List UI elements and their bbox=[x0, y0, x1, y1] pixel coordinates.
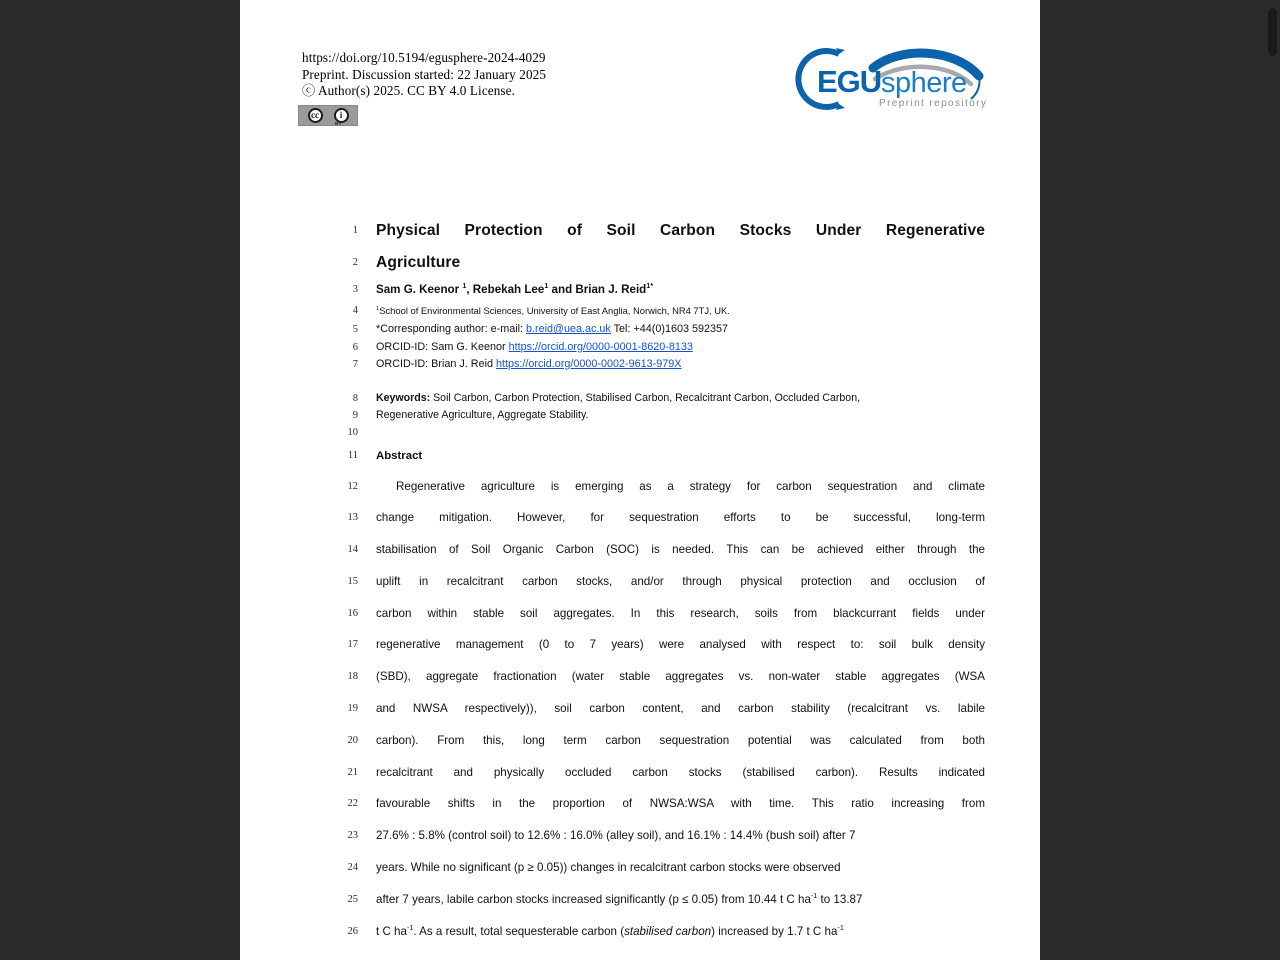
abstract-text: carbon within stable soil aggregates. In this research, soils from blackcurrant fields under bbox=[376, 606, 985, 620]
scrollbar-thumb[interactable] bbox=[1268, 8, 1277, 56]
line-number: 20 bbox=[347, 734, 358, 746]
line-number: 26 bbox=[347, 925, 358, 937]
affiliation-label: School of Environmental Sciences, University of East Anglia, Norwich, NR4 7TJ, UK. bbox=[379, 305, 730, 316]
corresponding-author bbox=[376, 321, 1040, 339]
abstract-line-25-part-2: to 13.87 bbox=[817, 892, 863, 906]
keywords-line-2: Regenerative Agriculture, Aggregate Stability. bbox=[376, 408, 589, 421]
unit-superscript: -1 bbox=[406, 922, 414, 932]
line-number: 7 bbox=[352, 359, 358, 370]
affiliation-text bbox=[376, 301, 1040, 321]
page-title-continued: Agriculture bbox=[376, 254, 461, 271]
stabilised-carbon-emphasis: stabilised carbon bbox=[624, 924, 712, 938]
abstract-text: uplift in recalcitrant carbon stocks, and/or through physical protection and occlusion of bbox=[376, 574, 985, 588]
abstract-line-row bbox=[240, 788, 1040, 820]
line-number: 22 bbox=[347, 798, 358, 810]
line-number: 8 bbox=[352, 392, 358, 404]
line-number: 18 bbox=[347, 671, 358, 683]
abstract-text bbox=[376, 471, 1040, 503]
abstract-text: favourable shifts in the proportion of NWSA:WSA with time. This ratio increasing from bbox=[376, 797, 985, 811]
by-label: BY bbox=[335, 121, 342, 126]
document-body bbox=[240, 215, 1040, 947]
authors-row bbox=[240, 279, 1040, 301]
orcid-keenor-row bbox=[240, 339, 1040, 357]
page-title: Physical Protection of Soil Carbon Stocks Under Regenerative bbox=[376, 222, 985, 239]
abstract-line-row bbox=[240, 725, 1040, 757]
author-3: and Brian J. Reid bbox=[548, 283, 647, 296]
line-number: 13 bbox=[347, 512, 358, 524]
document-page bbox=[240, 0, 1040, 960]
line-number: 15 bbox=[347, 575, 358, 587]
abstract-line-row bbox=[240, 629, 1040, 661]
line-number: 24 bbox=[347, 862, 358, 874]
keywords-text-1: Soil Carbon, Carbon Protection, Stabilised Carbon, Recalcitrant Carbon, Occluded Carbon, bbox=[430, 391, 861, 404]
abstract-text bbox=[376, 884, 1040, 916]
orcid-reid-label: ORCID-ID: Brian J. Reid bbox=[376, 358, 496, 370]
line-number: 4 bbox=[352, 305, 358, 316]
preprint-discussion-line: Preprint. Discussion started: 22 January 2025 bbox=[302, 66, 547, 82]
line-number: 16 bbox=[347, 607, 358, 619]
vertical-scrollbar[interactable] bbox=[1265, 0, 1280, 960]
line-number: 11 bbox=[347, 449, 358, 461]
abstract-line-row bbox=[240, 916, 1040, 948]
abstract-text: 27.6% : 5.8% (control soil) to 12.6% : 16.0% (alley soil), and 16.1% : 14.4% (bush soil) after 7 bbox=[376, 829, 856, 843]
cc-by-license-badge bbox=[298, 105, 358, 126]
line-number: 19 bbox=[347, 703, 358, 715]
corresponding-author-row bbox=[240, 321, 1040, 339]
orcid-reid-row bbox=[240, 356, 1040, 374]
line-number: 3 bbox=[352, 284, 358, 295]
abstract-line-row bbox=[240, 852, 1040, 884]
author-list bbox=[376, 279, 1040, 301]
line-number: 23 bbox=[347, 830, 358, 842]
attribution-icon: i bbox=[334, 108, 349, 123]
abstract-text: recalcitrant and physically occluded carbon stocks (stabilised carbon). Results indicated bbox=[376, 765, 985, 779]
abstract-line-row bbox=[240, 598, 1040, 630]
svg-text:Preprint repository: Preprint repository bbox=[879, 98, 988, 109]
abstract-line-row bbox=[240, 534, 1040, 566]
corresponding-email-link[interactable]: b.reid@uea.ac.uk bbox=[526, 323, 611, 335]
line-number: 2 bbox=[352, 257, 358, 268]
abstract-text: regenerative management (0 to 7 years) were analysed with respect to: soil bulk density bbox=[376, 638, 985, 652]
creative-commons-icon: cc bbox=[308, 108, 323, 123]
preprint-header bbox=[302, 50, 546, 100]
abstract-heading: Abstract bbox=[376, 449, 423, 462]
orcid-reid bbox=[376, 356, 1040, 374]
abstract-line-row bbox=[240, 471, 1040, 503]
abstract-line-26-part-2: . As a result, total sequesterable carbon ( bbox=[413, 924, 625, 938]
abstract-line-row bbox=[240, 884, 1040, 916]
line-number: 21 bbox=[347, 766, 358, 778]
line-number: 5 bbox=[352, 324, 358, 335]
abstract-line-25-part-1: after 7 years, labile carbon stocks increased significantly (p ≤ 0.05) from 10.44 t C ha bbox=[376, 892, 811, 906]
spacer bbox=[240, 374, 1040, 390]
abstract-line-row bbox=[240, 566, 1040, 598]
corresponding-phone: Tel: +44(0)1603 592357 bbox=[610, 323, 729, 335]
line-number: 25 bbox=[347, 893, 358, 905]
author-1: Sam G. Keenor bbox=[376, 283, 463, 296]
keywords-label: Keywords: bbox=[376, 391, 431, 404]
keywords-line-1 bbox=[376, 390, 1040, 407]
author-2-affiliation-marker: 1 bbox=[544, 281, 549, 291]
abstract-text: (SBD), aggregate fractionation (water stable aggregates vs. non-water stable aggregates (WSA bbox=[376, 670, 985, 684]
title-line-2-row bbox=[240, 247, 1040, 279]
abstract-line-26-part-3: ) increased by 1.7 t C ha bbox=[711, 924, 838, 938]
abstract-line-row bbox=[240, 757, 1040, 789]
orcid-keenor bbox=[376, 339, 1040, 357]
line-number: 1 bbox=[352, 225, 358, 236]
doi-line: https://doi.org/10.5194/egusphere-2024-4029 bbox=[302, 50, 546, 65]
egusphere-logo bbox=[795, 42, 990, 114]
corresponding-prefix: *Corresponding author: e-mail: bbox=[376, 323, 527, 335]
keywords-row-2 bbox=[240, 407, 1040, 424]
abstract-text bbox=[376, 916, 1040, 948]
abstract-heading-row bbox=[240, 441, 1040, 471]
abstract-text: change mitigation. However, for sequestration efforts to be successful, long-term bbox=[376, 511, 985, 525]
abstract-text: carbon). From this, long term carbon sequestration potential was calculated from both bbox=[376, 733, 985, 747]
abstract-text: and NWSA respectively)), soil carbon content, and carbon stability (recalcitrant vs. labile bbox=[376, 702, 985, 716]
abstract-text: stabilisation of Soil Organic Carbon (SOC) is needed. This can be achieved either through the bbox=[376, 543, 985, 557]
abstract-line-row bbox=[240, 820, 1040, 852]
abstract-line-26-part-1: t C ha bbox=[376, 924, 407, 938]
svg-text:EGU: EGU bbox=[817, 64, 882, 99]
blank-line-row bbox=[240, 424, 1040, 441]
author-1-affiliation-marker: 1 bbox=[462, 281, 467, 291]
line-number: 6 bbox=[352, 341, 358, 353]
keywords-row-1 bbox=[240, 390, 1040, 407]
copyright-line: ⓒ Author(s) 2025. CC BY 4.0 License. bbox=[302, 83, 515, 99]
abstract-line-row bbox=[240, 502, 1040, 534]
orcid-keenor-label: ORCID-ID: Sam G. Keenor bbox=[376, 340, 509, 353]
affiliation-marker: 1 bbox=[376, 305, 380, 312]
line-number: 12 bbox=[347, 480, 358, 492]
line-number: 14 bbox=[347, 544, 358, 556]
author-2: , Rebekah Lee bbox=[466, 283, 545, 296]
orcid-keenor-link[interactable]: https://orcid.org/0000-0001-8620-8133 bbox=[508, 340, 693, 353]
svg-text:sphere: sphere bbox=[881, 67, 967, 99]
author-3-affiliation-marker: 1* bbox=[646, 281, 654, 291]
affiliation-row bbox=[240, 301, 1040, 321]
line-number: 17 bbox=[347, 639, 358, 651]
title-line-1-row bbox=[240, 215, 1040, 247]
unit-superscript: -1 bbox=[810, 891, 818, 900]
abstract-text: years. While no significant (p ≥ 0.05)) changes in recalcitrant carbon stocks were observed bbox=[376, 861, 841, 875]
abstract-line-text: Regenerative agriculture is emerging as a strategy for carbon sequestration and climate bbox=[396, 479, 985, 493]
line-number: 9 bbox=[352, 409, 358, 421]
abstract-line-row bbox=[240, 661, 1040, 693]
unit-superscript: -1 bbox=[837, 922, 844, 932]
orcid-reid-link[interactable]: https://orcid.org/0000-0002-9613-979X bbox=[496, 358, 682, 370]
line-number: 10 bbox=[347, 426, 358, 438]
abstract-line-row bbox=[240, 693, 1040, 725]
